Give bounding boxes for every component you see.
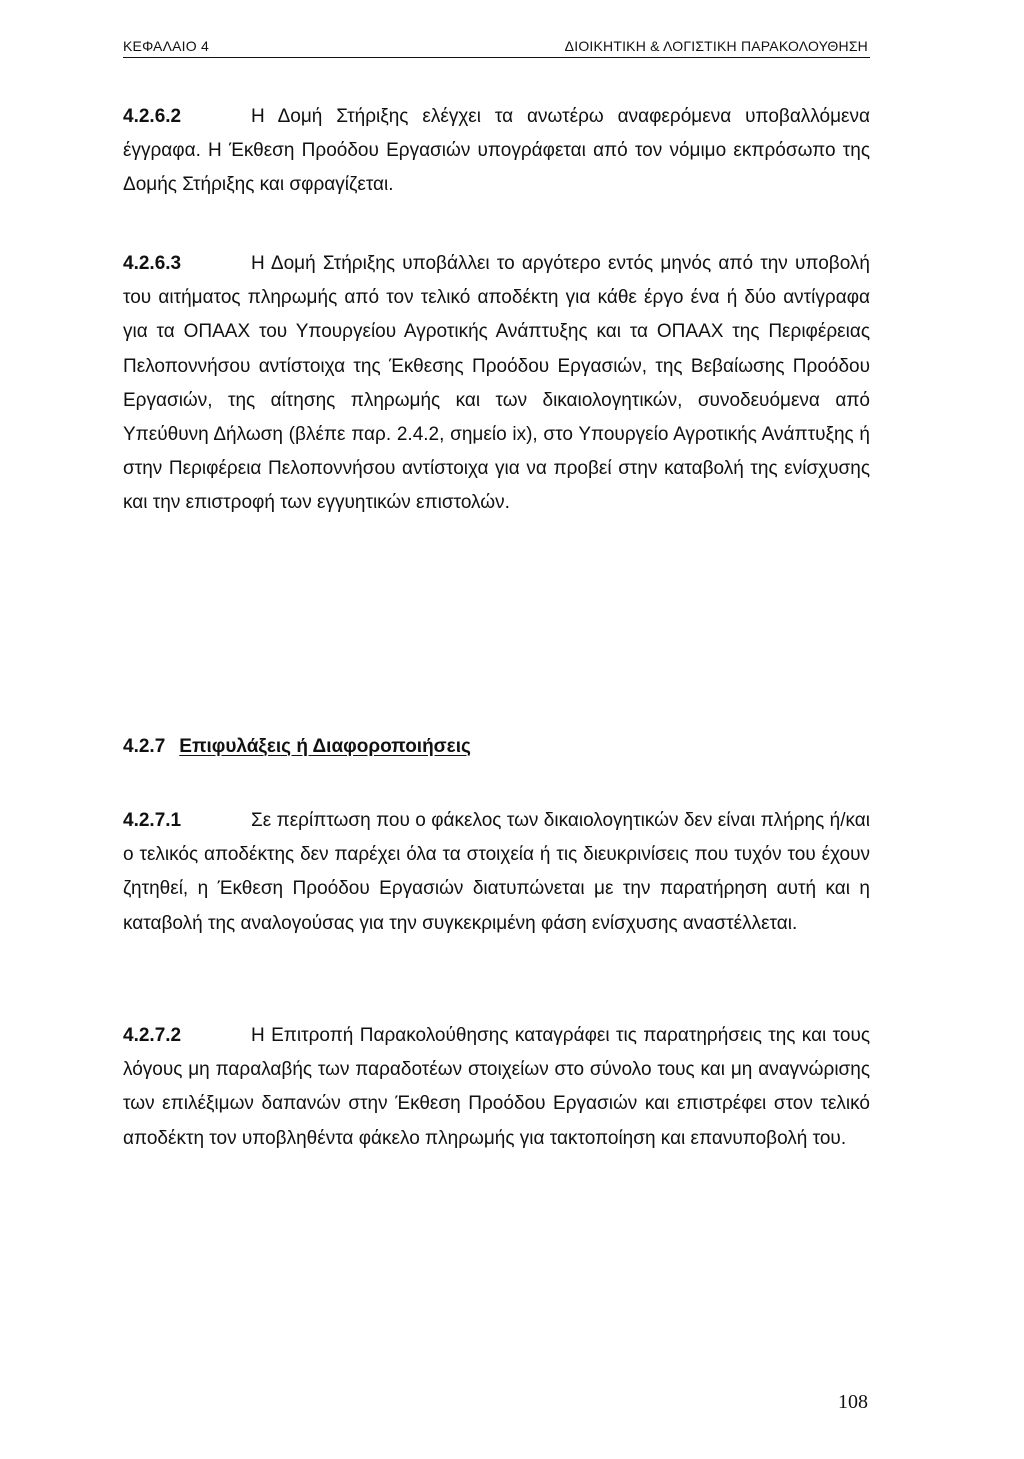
- paragraph-text: Η Επιτροπή Παρακολούθησης καταγράφει τις παρατηρήσεις της και τους λόγους μη παραλαβής των παραδοτέων στοιχείων στο σύνολο τους και μη αναγνώρισης των επιλέξιμων δαπανών στην Έκθεση Προόδου Εργασιών και επιστρέφει στον τελικό αποδέκτη τον υποβληθέντα φάκελο πληρωμής για τακτοποίηση και επανυποβολή του.: [123, 1025, 870, 1149]
- section-title: Επιφυλάξεις ή Διαφοροποιήσεις: [179, 736, 471, 757]
- paragraph-number: 4.2.6.2: [123, 106, 182, 127]
- paragraph-4-2-7-1: [123, 804, 870, 941]
- section-heading: [123, 735, 471, 759]
- header-rule: [123, 57, 870, 58]
- paragraph-number: 4.2.6.3: [123, 253, 182, 274]
- paragraph-text: Η Δομή Στήριξης υποβάλλει το αργότερο εντός μηνός από την υποβολή του αιτήματος πληρωμής από τον τελικό αποδέκτη για κάθε έργο ένα ή δύο αντίγραφα για τα ΟΠΑΑΧ του Υπουργείου Αγροτικής Ανάπτυξης και τα ΟΠΑΑΧ της Περιφέρειας Πελοποννήσου αντίστοιχα της Έκθεσης Προόδου Εργασιών, της Βεβαίωσης Προόδου Εργασιών, της αίτησης πληρωμής και των δικαιολογητικών, συνοδευόμενα από Υπεύθυνη Δήλωση (βλέπε παρ. 2.4.2, σημείο ix), στο Υπουργείο Αγροτικής Ανάπτυξης ή στην Περιφέρεια Πελοποννήσου αντίστοιχα για να προβεί στην καταβολή της ενίσχυσης και την επιστροφή των εγγυητικών επιστολών.: [123, 253, 870, 514]
- paragraph-4-2-7-2: [123, 1019, 870, 1156]
- page-number: 108: [838, 1391, 868, 1413]
- paragraph-4-2-6-3: [123, 247, 870, 521]
- running-section-title: ΔΙΟΙΚΗΤΙΚΗ & ΛΟΓΙΣΤΙΚΗ ΠΑΡΑΚΟΛΟΥΘΗΣΗ: [564, 38, 868, 54]
- paragraph-text: Η Δομή Στήριξης ελέγχει τα ανωτέρω αναφερόμενα υποβαλλόμενα έγγραφα. Η Έκθεση Προόδου Εργασιών υπογράφεται από τον νόμιμο εκπρόσωπο της Δομής Στήριξης και σφραγίζεται.: [123, 106, 870, 196]
- section-number: 4.2.7: [123, 736, 166, 757]
- chapter-label: ΚΕΦΑΛΑΙΟ 4: [123, 38, 209, 54]
- paragraph-number: 4.2.7.1: [123, 810, 182, 831]
- paragraph-4-2-6-2: [123, 100, 870, 203]
- paragraph-text: Σε περίπτωση που ο φάκελος των δικαιολογητικών δεν είναι πλήρης ή/και ο τελικός αποδέκτης δεν παρέχει όλα τα στοιχεία ή τις διευκρινίσεις που τυχόν του έχουν ζητηθεί, η Έκθεση Προόδου Εργασιών διατυπώνεται με την παρατήρηση αυτή και η καταβολή της αναλογούσας για την συγκεκριμένη φάση ενίσχυσης αναστέλλεται.: [123, 810, 870, 934]
- paragraph-number: 4.2.7.2: [123, 1025, 182, 1046]
